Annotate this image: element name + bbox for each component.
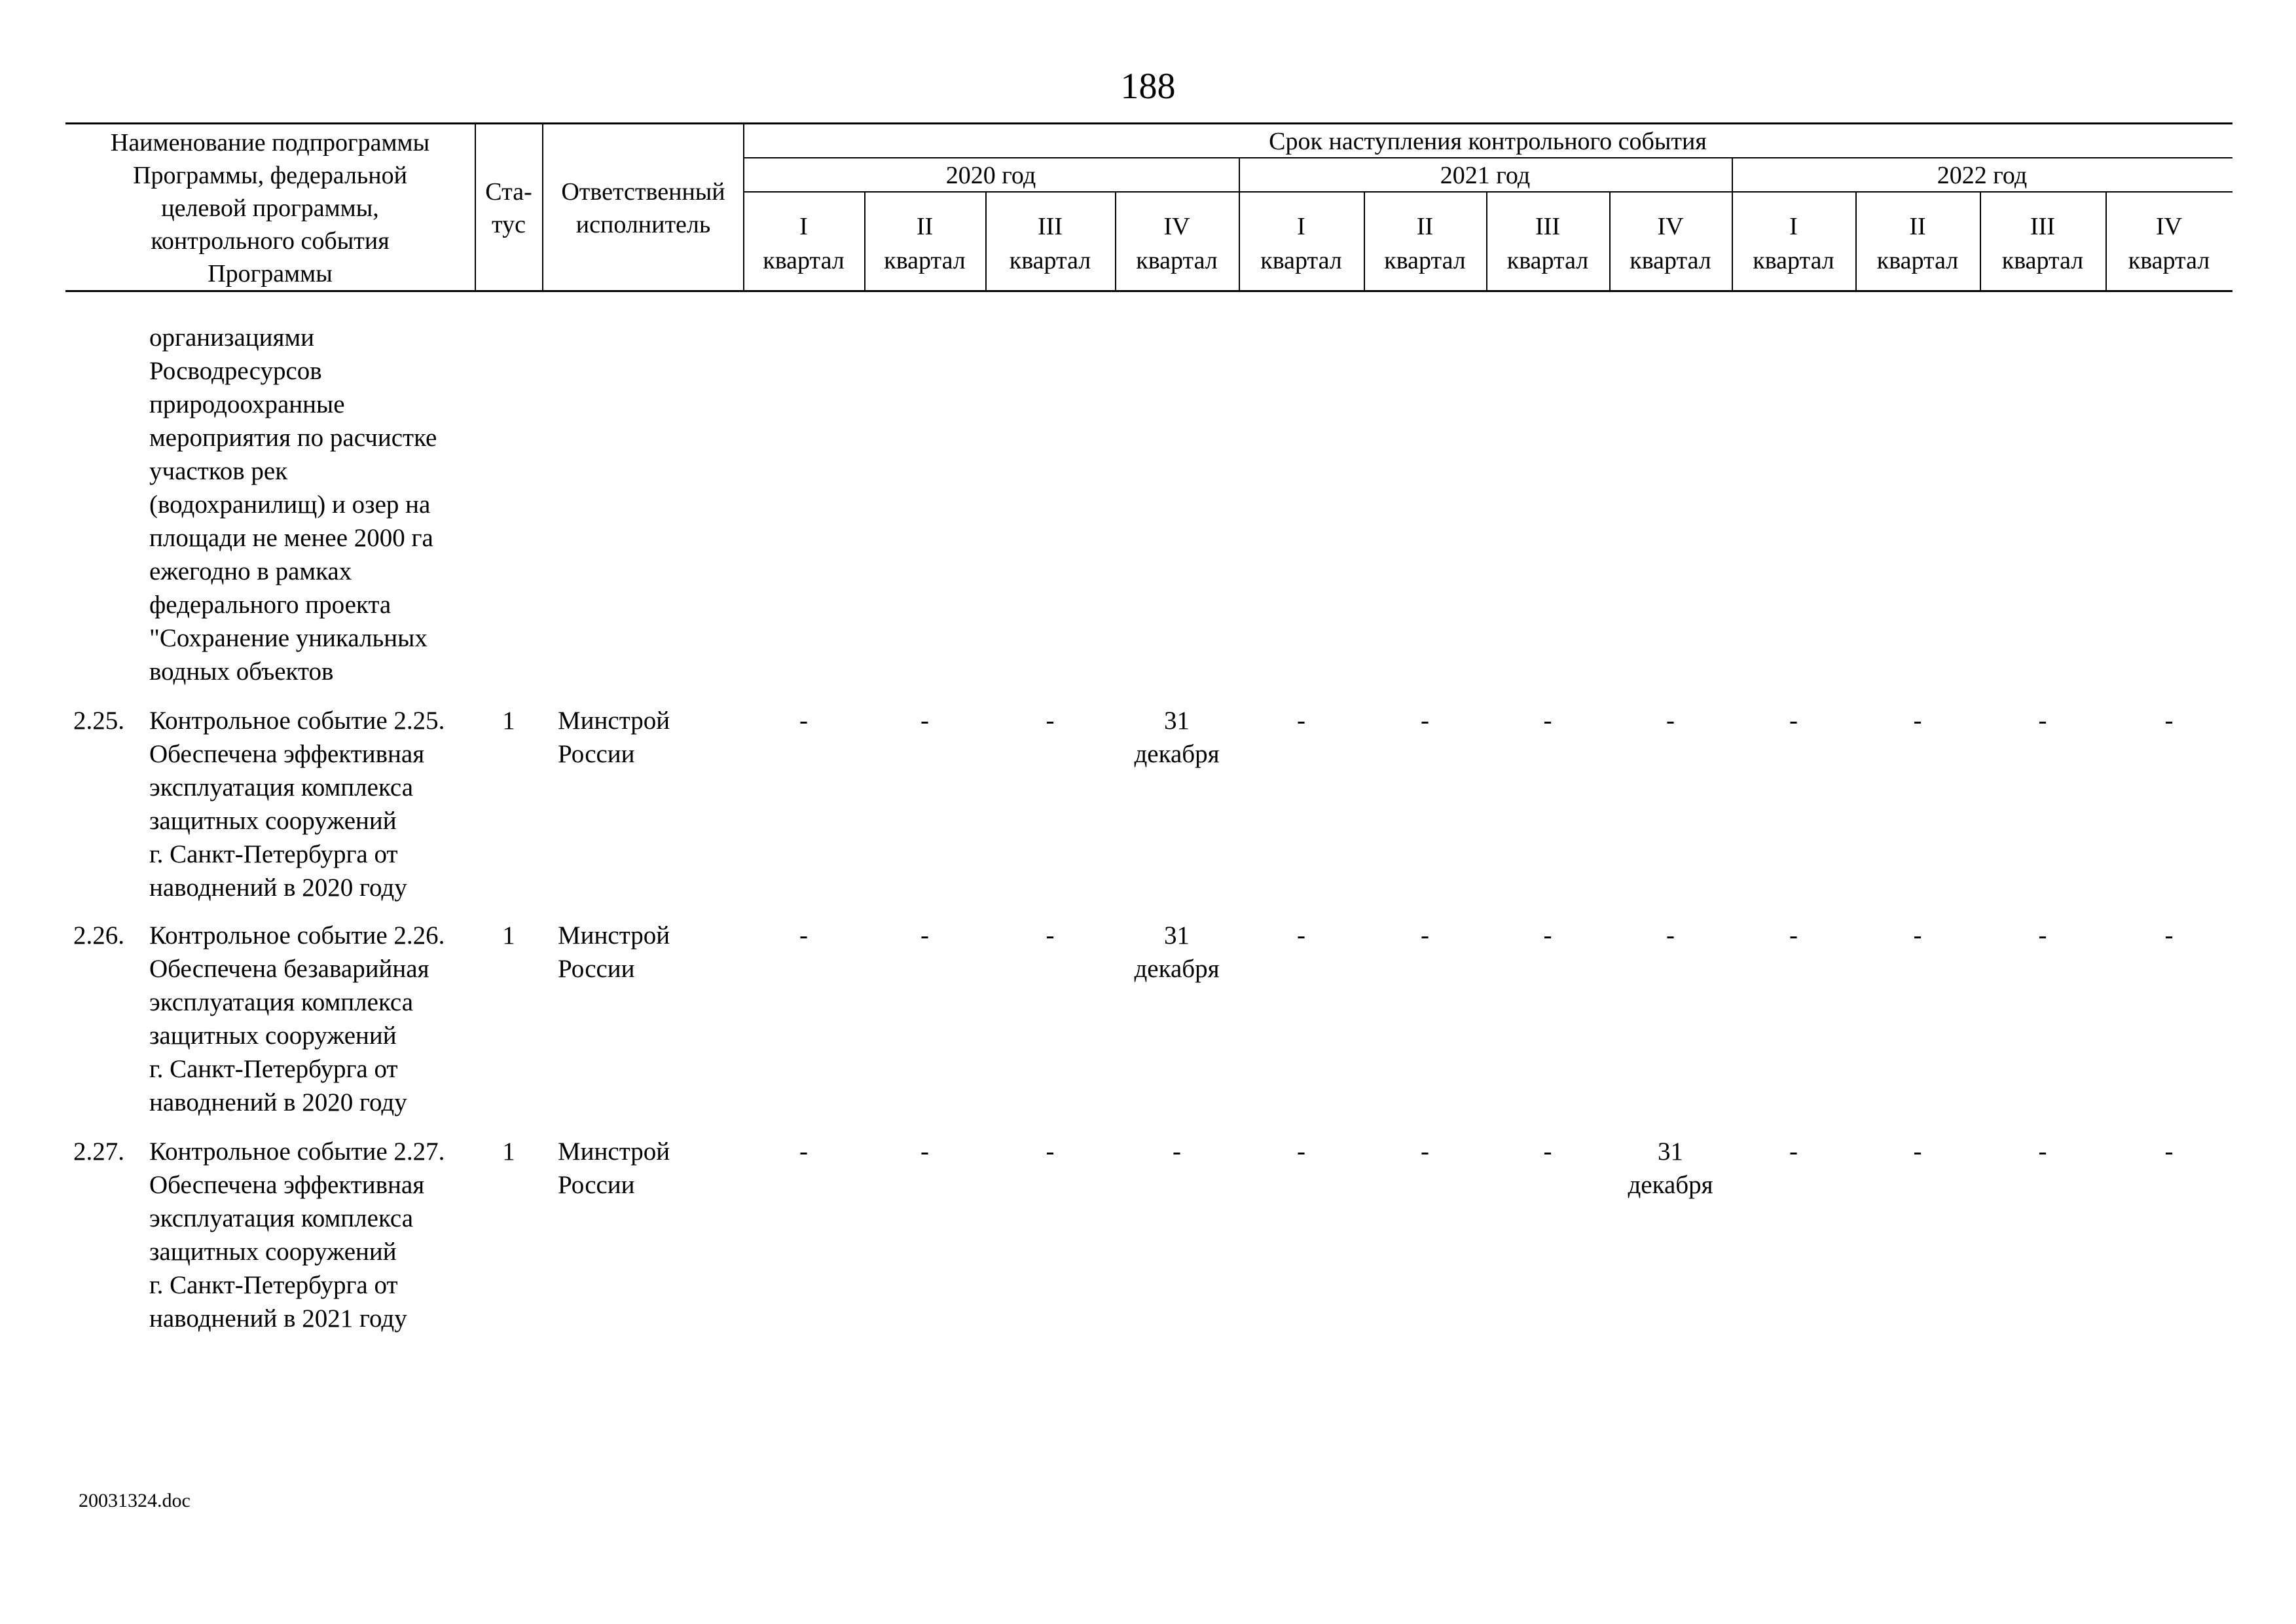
header-bottom-rule [65, 290, 2232, 292]
quarter-value: - [1789, 921, 1798, 950]
header-year: 2020 год [945, 162, 1036, 189]
event-name: эксплуатация комплекса [149, 1204, 414, 1232]
header-quarter: II [1909, 213, 1926, 240]
event-name: защитных сооружений [149, 1022, 397, 1050]
header-executor-column: Ответственный [561, 178, 725, 206]
quarter-value: 31 [1658, 1137, 1683, 1166]
header-status-column: тус [492, 211, 526, 238]
quarter-value: - [1789, 707, 1798, 735]
quarter-value: - [1543, 1137, 1552, 1166]
continuation-text: организациями [149, 323, 314, 352]
quarter-value: - [1421, 921, 1429, 950]
event-name: Обеспечена безаварийная [149, 955, 429, 983]
quarter-value: - [1421, 707, 1429, 735]
header-quarter: квартал [1136, 247, 1218, 274]
row-executor: России [558, 955, 635, 983]
header-quarter: квартал [884, 247, 966, 274]
quarter-value: - [799, 921, 808, 950]
header-name-column: Программы [208, 260, 333, 287]
header-name-column: контрольного события [151, 227, 390, 255]
header-quarter: IV [1657, 213, 1684, 240]
row-executor: Минстрой [558, 707, 670, 735]
quarter-value: - [1666, 707, 1675, 735]
quarter-value: - [799, 707, 808, 735]
header-deadline-title: Срок наступления контрольного события [1269, 128, 1707, 155]
header-quarter: квартал [2001, 247, 2084, 274]
header-executor-column: исполнитель [575, 211, 711, 238]
event-name: Контрольное событие 2.27. [149, 1137, 445, 1166]
row-executor: Минстрой [558, 921, 670, 950]
quarter-value: 31 [1164, 707, 1190, 735]
header-quarter: II [916, 213, 934, 240]
row-executor: Минстрой [558, 1137, 670, 1166]
header-quarter: квартал [763, 247, 845, 274]
continuation-text: участков рек [149, 457, 288, 485]
row-number: 2.26. [73, 921, 124, 950]
continuation-text: федерального проекта [149, 591, 392, 619]
page-number: 188 [1120, 66, 1176, 107]
quarter-value: декабря [1628, 1171, 1713, 1199]
quarter-value: - [2038, 921, 2047, 950]
quarter-value: - [1789, 1137, 1798, 1166]
event-name: эксплуатация комплекса [149, 988, 414, 1016]
event-name: наводнений в 2020 году [149, 874, 407, 902]
footer-filename: 20031324.doc [79, 1490, 191, 1511]
quarter-value: декабря [1134, 955, 1220, 983]
quarter-value: - [2164, 921, 2174, 950]
event-name: наводнений в 2020 году [149, 1088, 407, 1116]
header-quarter: IV [2155, 213, 2183, 240]
row-executor: России [558, 1171, 635, 1199]
row-number: 2.27. [73, 1137, 124, 1166]
quarter-value: - [1421, 1137, 1429, 1166]
header-quarter: I [799, 213, 808, 240]
continuation-text: ежегодно в рамках [149, 557, 352, 585]
header-quarter: I [1297, 213, 1305, 240]
quarter-value: - [1543, 921, 1552, 950]
header-name-column: Наименование подпрограммы [110, 129, 430, 157]
quarter-value: - [920, 1137, 929, 1166]
quarter-value: - [2038, 1137, 2047, 1166]
quarter-value: - [2164, 1137, 2174, 1166]
quarter-value: - [799, 1137, 808, 1166]
continuation-text: Росводресурсов [149, 357, 322, 385]
quarter-value: - [1046, 921, 1055, 950]
header-quarter: квартал [1753, 247, 1834, 274]
quarter-value: декабря [1134, 740, 1220, 768]
continuation-text: площади не менее 2000 га [149, 524, 433, 552]
header-quarter: квартал [1260, 247, 1342, 274]
quarter-value: - [1297, 1137, 1305, 1166]
continuation-text: (водохранилищ) и озер на [149, 490, 431, 519]
header-quarter: квартал [1630, 247, 1711, 274]
quarter-value: - [1297, 921, 1305, 950]
continuation-text: мероприятия по расчистке [149, 424, 437, 452]
event-name: наводнений в 2021 году [149, 1304, 407, 1333]
event-name: г. Санкт-Петербурга от [149, 1271, 398, 1299]
event-name: г. Санкт-Петербурга от [149, 840, 398, 868]
header-quarter: квартал [1876, 247, 1959, 274]
header-quarter: IV [1163, 213, 1190, 240]
header-name-column: Программы, федеральной [133, 162, 407, 189]
quarter-value: - [1297, 707, 1305, 735]
row-executor: России [558, 740, 635, 768]
quarter-value: - [1913, 1137, 1922, 1166]
event-name: защитных сооружений [149, 1238, 397, 1266]
event-name: Контрольное событие 2.25. [149, 707, 445, 735]
quarter-value: - [1173, 1137, 1181, 1166]
header-quarter: квартал [1009, 247, 1091, 274]
header-status-column: Ста- [485, 178, 532, 206]
quarter-value: - [2038, 707, 2047, 735]
quarter-value: - [1046, 707, 1055, 735]
event-name: г. Санкт-Петербурга от [149, 1055, 398, 1083]
header-quarter: квартал [2128, 247, 2210, 274]
header-year: 2021 год [1440, 162, 1531, 189]
quarter-value: - [1913, 707, 1922, 735]
quarter-value: - [1046, 1137, 1055, 1166]
quarter-value: - [920, 921, 929, 950]
header-quarter: квартал [1506, 247, 1589, 274]
quarter-value: - [1913, 921, 1922, 950]
continuation-text: "Сохранение уникальных [149, 624, 428, 652]
header-quarter: I [1789, 213, 1798, 240]
header-quarter: III [1038, 213, 1063, 240]
continuation-text: водных объектов [149, 657, 334, 686]
row-number: 2.25. [73, 707, 124, 735]
row-status: 1 [502, 921, 515, 950]
quarter-value: - [1543, 707, 1552, 735]
event-name: Контрольное событие 2.26. [149, 921, 445, 950]
row-status: 1 [502, 707, 515, 735]
quarter-value: - [1666, 921, 1675, 950]
quarter-value: 31 [1164, 921, 1190, 950]
continuation-text: природоохранные [149, 390, 345, 418]
header-year: 2022 год [1937, 162, 2028, 189]
header-quarter: II [1416, 213, 1434, 240]
quarter-value: - [2164, 707, 2174, 735]
header-quarter: III [2030, 213, 2055, 240]
quarter-value: - [920, 707, 929, 735]
event-name: эксплуатация комплекса [149, 773, 414, 802]
header-quarter: квартал [1384, 247, 1466, 274]
header-quarter: III [1535, 213, 1560, 240]
event-name: Обеспечена эффективная [149, 740, 425, 768]
event-name: защитных сооружений [149, 807, 397, 835]
event-name: Обеспечена эффективная [149, 1171, 425, 1199]
row-status: 1 [502, 1137, 515, 1166]
header-name-column: целевой программы, [161, 194, 379, 222]
